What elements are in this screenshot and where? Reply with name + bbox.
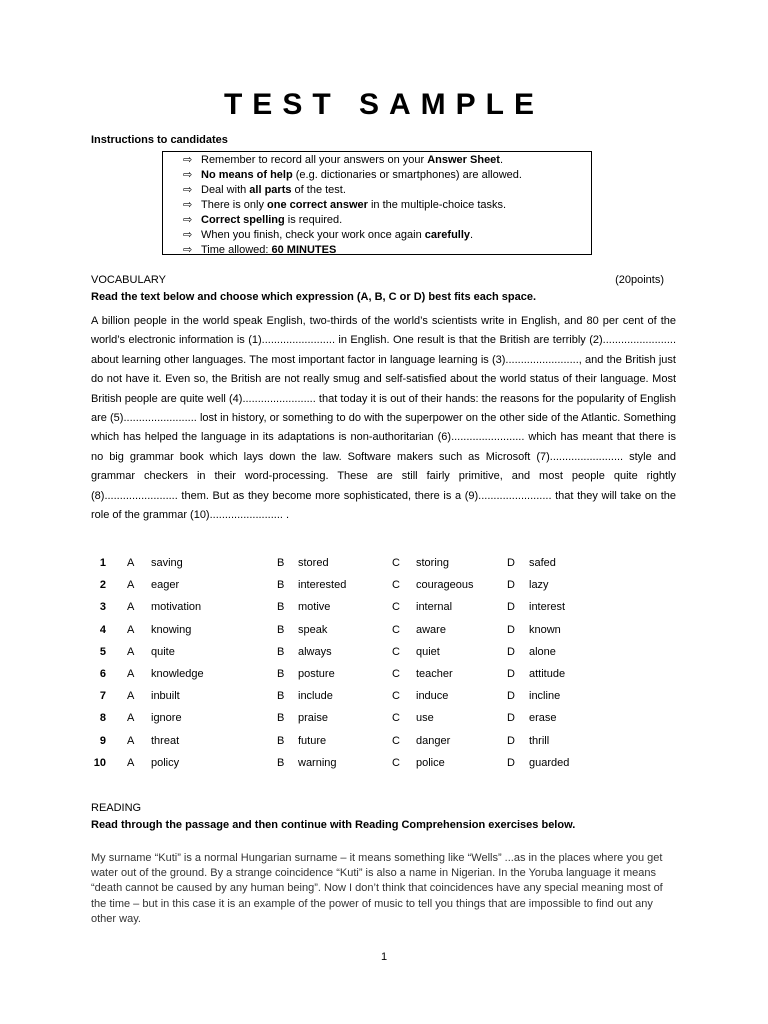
option-c: internal [416, 601, 453, 614]
option-letter: C [392, 667, 400, 680]
instruction-text: (e.g. dictionaries or smartphones) are allowed. [292, 169, 522, 181]
option-letter: B [277, 667, 285, 680]
option-letter: C [392, 601, 400, 614]
option-letter: A [127, 645, 135, 658]
question-number: 3 [99, 601, 106, 614]
option-c: danger [416, 734, 451, 747]
option-letter: A [127, 734, 135, 747]
option-a: quite [151, 645, 175, 658]
option-letter: C [392, 557, 400, 569]
option-a: ignore [151, 712, 182, 725]
instruction-item [183, 153, 591, 168]
option-b: stored [298, 557, 329, 569]
option-letter: C [392, 623, 400, 636]
instruction-emphasis: Answer Sheet [427, 154, 500, 166]
option-letter: A [127, 667, 135, 680]
instruction-text: . [499, 154, 504, 166]
option-b: always [298, 645, 332, 658]
reading-heading: READING [91, 802, 142, 814]
instruction-text: Remember to record all your answers on your [201, 154, 428, 166]
option-b: warning [298, 756, 337, 769]
option-b: future [298, 734, 327, 747]
instruction-item [183, 198, 591, 213]
instruction-item [183, 168, 591, 183]
option-c: police [416, 756, 445, 769]
option-letter: D [507, 645, 515, 658]
question-row [91, 574, 676, 596]
option-letter: C [392, 579, 400, 592]
question-number: 4 [99, 623, 106, 636]
instruction-text: Deal with [201, 184, 250, 196]
option-c: courageous [416, 579, 474, 592]
option-letter: D [507, 623, 515, 636]
option-letter: D [507, 579, 515, 592]
arrow-right-icon: ⇨ [183, 184, 193, 196]
option-d: attitude [529, 667, 566, 680]
option-letter: C [392, 690, 400, 703]
option-letter: C [392, 712, 400, 725]
question-row [91, 707, 676, 729]
instruction-text: is required. [284, 214, 343, 226]
instruction-emphasis: No means of help [201, 169, 293, 181]
option-letter: B [277, 756, 285, 769]
option-letter: B [277, 557, 285, 569]
option-letter: D [507, 667, 515, 680]
option-b: speak [298, 623, 328, 636]
option-c: aware [416, 623, 446, 636]
question-number: 8 [99, 712, 106, 725]
option-letter: D [507, 690, 515, 703]
arrow-right-icon: ⇨ [183, 244, 193, 256]
instruction-emphasis: Correct spelling [201, 214, 285, 226]
option-c: quiet [416, 645, 440, 658]
option-a: motivation [151, 601, 202, 614]
option-letter: A [127, 579, 135, 592]
option-letter: B [277, 623, 285, 636]
question-row [91, 552, 676, 574]
option-a: eager [151, 579, 180, 592]
reading-instruction: Read through the passage and then continue with Reading Comprehension exercises below. [91, 819, 576, 831]
option-letter: A [127, 712, 135, 725]
document-title: TEST SAMPLE [223, 88, 544, 121]
option-b: motive [298, 601, 331, 614]
option-b: include [298, 690, 333, 703]
reading-passage: My surname “Kuti” is a normal Hungarian surname – it means something like “Wells” ...as in the places where you get water out of the ground. By a strange coincidence “Kuti” is also a name in Nigerian. In the Yoruba language it means “death cannot be caused by any human being”. Now I don’t think that coincidences have any special meaning most of the time – but in this case it is an example of the power of music to tell you things that are impossible to find out any other way. [91, 852, 663, 925]
question-number: 2 [99, 579, 106, 592]
option-letter: B [277, 690, 285, 703]
instruction-emphasis: one correct answer [267, 199, 368, 211]
page-number: 1 [380, 951, 388, 963]
option-letter: B [277, 645, 285, 658]
option-d: known [529, 623, 561, 636]
option-letter: A [127, 601, 135, 614]
instruction-text: There is only [201, 199, 268, 211]
option-c: storing [416, 557, 450, 569]
option-letter: B [277, 712, 285, 725]
question-row [91, 752, 676, 774]
instructions-label: Instructions to candidates [91, 134, 228, 146]
instruction-item [183, 243, 591, 258]
option-letter: B [277, 601, 285, 614]
question-row [91, 596, 676, 618]
option-letter: D [507, 756, 515, 769]
vocabulary-points: (20points) [615, 274, 664, 286]
vocabulary-instruction: Read the text below and choose which expression (A, B, C or D) best fits each space. [91, 291, 536, 303]
arrow-right-icon: ⇨ [183, 169, 193, 181]
question-number: 1 [99, 557, 106, 569]
question-row [91, 619, 676, 641]
instruction-item [183, 228, 591, 243]
question-row [91, 641, 676, 663]
arrow-right-icon: ⇨ [183, 154, 193, 166]
question-row [91, 685, 676, 707]
question-number: 5 [99, 645, 106, 658]
option-a: policy [151, 756, 180, 769]
option-b: interested [298, 579, 347, 592]
option-a: inbuilt [151, 690, 180, 703]
option-d: interest [529, 601, 566, 614]
instruction-text: . [470, 229, 474, 241]
option-d: safed [529, 557, 556, 569]
option-letter: C [392, 756, 400, 769]
option-letter: D [507, 712, 515, 725]
option-c: use [416, 712, 434, 725]
arrow-right-icon: ⇨ [183, 229, 193, 241]
arrow-right-icon: ⇨ [183, 199, 193, 211]
option-letter: B [277, 734, 285, 747]
instruction-item [183, 213, 591, 228]
option-b: praise [298, 712, 328, 725]
option-letter: A [127, 557, 135, 569]
option-c: induce [416, 690, 449, 703]
option-b: posture [298, 667, 335, 680]
vocabulary-passage: A billion people in the world speak English, two-thirds of the world’s scientists write in English, and 80 per cent of the world’s electronic information is (1)........................ in English. One result is that the British are terribly (2)........................ about learning other languages. The most important factor in language learning is (3)........................, and the British just do not have it. Even so, the British are not really smug and self-satisfied about the world status of their language. Most British people are quite well (4)........................ that today it is out of their hands: the reasons for the popularity of English are (5)........................ lost in history, or something to do with the superpower on the other side of the Atlantic. Something which has helped the language in its adaptations is non-authoritarian (6)........................ which has meant that there is no big grammar book which lays down the law. Software makers such as Microsoft (7)........................ style and grammar checkers in their word-processing. These are still fairly primitive, and most people quite rightly (8)........................ them. But as they become more sophisticated, there is a (9)........................ that they will take on the role of the grammar (10)........................ . [91, 315, 676, 522]
question-number: 7 [99, 690, 106, 703]
instructions-box [162, 151, 592, 255]
option-d: lazy [529, 579, 549, 592]
option-letter: A [127, 623, 135, 636]
instruction-text: Time allowed: [201, 244, 272, 256]
option-letter: A [127, 756, 135, 769]
instruction-emphasis: all parts [249, 184, 292, 196]
instruction-emphasis: 60 MINUTES [271, 244, 337, 256]
answer-options-table [91, 552, 676, 774]
instruction-text: When you finish, check your work once again [201, 229, 425, 241]
instruction-emphasis: carefully [424, 229, 471, 241]
option-letter: C [392, 734, 400, 747]
instruction-text: in the multiple-choice tasks. [367, 199, 507, 211]
option-a: saving [151, 557, 183, 569]
option-letter: B [277, 579, 285, 592]
option-d: guarded [529, 756, 570, 769]
option-c: teacher [416, 667, 453, 680]
question-number: 10 [93, 756, 106, 769]
instruction-item [183, 183, 591, 198]
question-number: 6 [99, 667, 106, 680]
option-a: threat [151, 734, 180, 747]
option-letter: D [507, 557, 515, 569]
option-letter: C [392, 645, 400, 658]
question-number: 9 [99, 734, 106, 747]
option-letter: D [507, 734, 515, 747]
option-a: knowing [151, 623, 192, 636]
instruction-text: of the test. [291, 184, 346, 196]
option-a: knowledge [151, 667, 204, 680]
question-row [91, 730, 676, 752]
option-letter: A [127, 690, 135, 703]
arrow-right-icon: ⇨ [183, 214, 193, 226]
option-d: incline [529, 690, 561, 703]
option-letter: D [507, 601, 515, 614]
vocabulary-heading: VOCABULARY [91, 274, 166, 286]
option-d: erase [529, 712, 557, 725]
option-d: alone [529, 645, 556, 658]
question-row [91, 663, 676, 685]
option-d: thrill [529, 734, 550, 747]
